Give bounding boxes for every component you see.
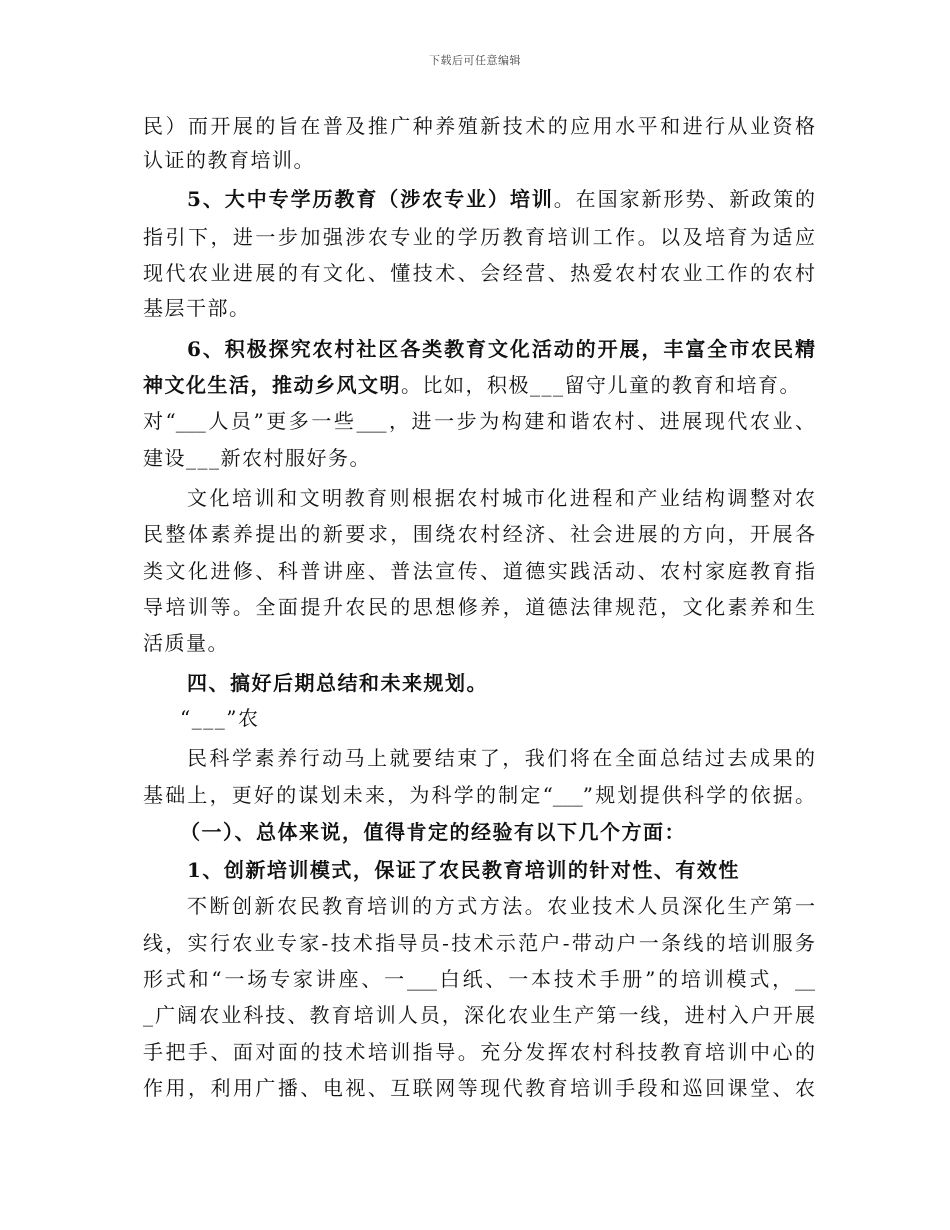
heading-6: 6、积极探究农村社区各类教育文化活动的开展，丰富全市农民精 [187,337,815,361]
text-line: 作用，利用广播、电视、互联网等现代教育培训手段和巡回课堂、农 [143,1076,815,1100]
text-span: 。在国家新形势、新政策的 [553,187,815,211]
text-line: “___”农 [180,706,260,730]
text-line [187,184,815,214]
text-line: 活质量。 [143,631,229,655]
text-line [143,370,815,400]
text-line: _广阔农业科技、教育培训人员，深化农业生产第一线，进村入户开展 [143,1003,815,1027]
text-line: 线，实行农业专家-技术指导员-技术示范户-带动户一条线的培训服务 [143,931,815,955]
text-line: 手把手、面对面的技术培训指导。充分发挥农村科技教育培训中心的 [143,1040,815,1064]
text-line: 基层干部。 [143,296,251,320]
text-line: 类文化进修、科普讲座、普法宣传、道德实践活动、农村家庭教育指 [143,559,815,583]
text-line: 现代农业进展的有文化、懂技术、会经营、热爱农村农业工作的农村 [143,261,815,285]
item-heading-1: 1、创新培训模式，保证了农民教育培训的针对性、有效性 [187,858,740,882]
text-line: 建设___新农村服好务。 [143,446,371,470]
heading-6-cont: 神文化生活，推动乡风文明 [143,373,401,397]
text-line: 民整体素养提出的新要求，围绕农村经济、社会进展的方向，开展各 [143,522,815,546]
text-line: 认证的教育培训。 [143,148,315,172]
text-line: 文化培训和文明教育则根据农村城市化进程和产业结构调整对农 [187,486,815,510]
text-line: 民）而开展的旨在普及推广种养殖新技术的应用水平和进行从业资格 [143,114,815,138]
section-heading-4: 四、搞好后期总结和未来规划。 [187,671,488,695]
text-line: 导培训等。全面提升农民的思想修养，道德法律规范，文化素养和生 [143,595,815,619]
text-line: 基础上，更好的谋划未来，为科学的制定“___”规划提供科学的依据。 [143,783,815,807]
text-span: 。比如，积极___留守儿童的教育和培育。 [401,373,801,397]
text-line: 对“___人员”更多一些___，进一步为构建和谐农村、进展现代农业、 [143,409,815,433]
text-line: 民科学素养行动马上就要结束了，我们将在全面总结过去成果的 [187,746,815,770]
text-line: 形式和“一场专家讲座、一___白纸、一本技术手册”的培训模式，__ [143,967,815,991]
text-line: 指引下，进一步加强涉农专业的学历教育培训工作。以及培育为适应 [143,225,815,249]
subsection-heading: （一）、总体来说，值得肯定的经验有以下几个方面： [180,820,686,844]
text-line: 不断创新农民教育培训的方式方法。农业技术人员深化生产第一 [187,894,815,918]
heading-5: 5、大中专学历教育（涉农专业）培训 [187,187,554,211]
page-header: 下载后可任意编辑 [429,54,521,67]
